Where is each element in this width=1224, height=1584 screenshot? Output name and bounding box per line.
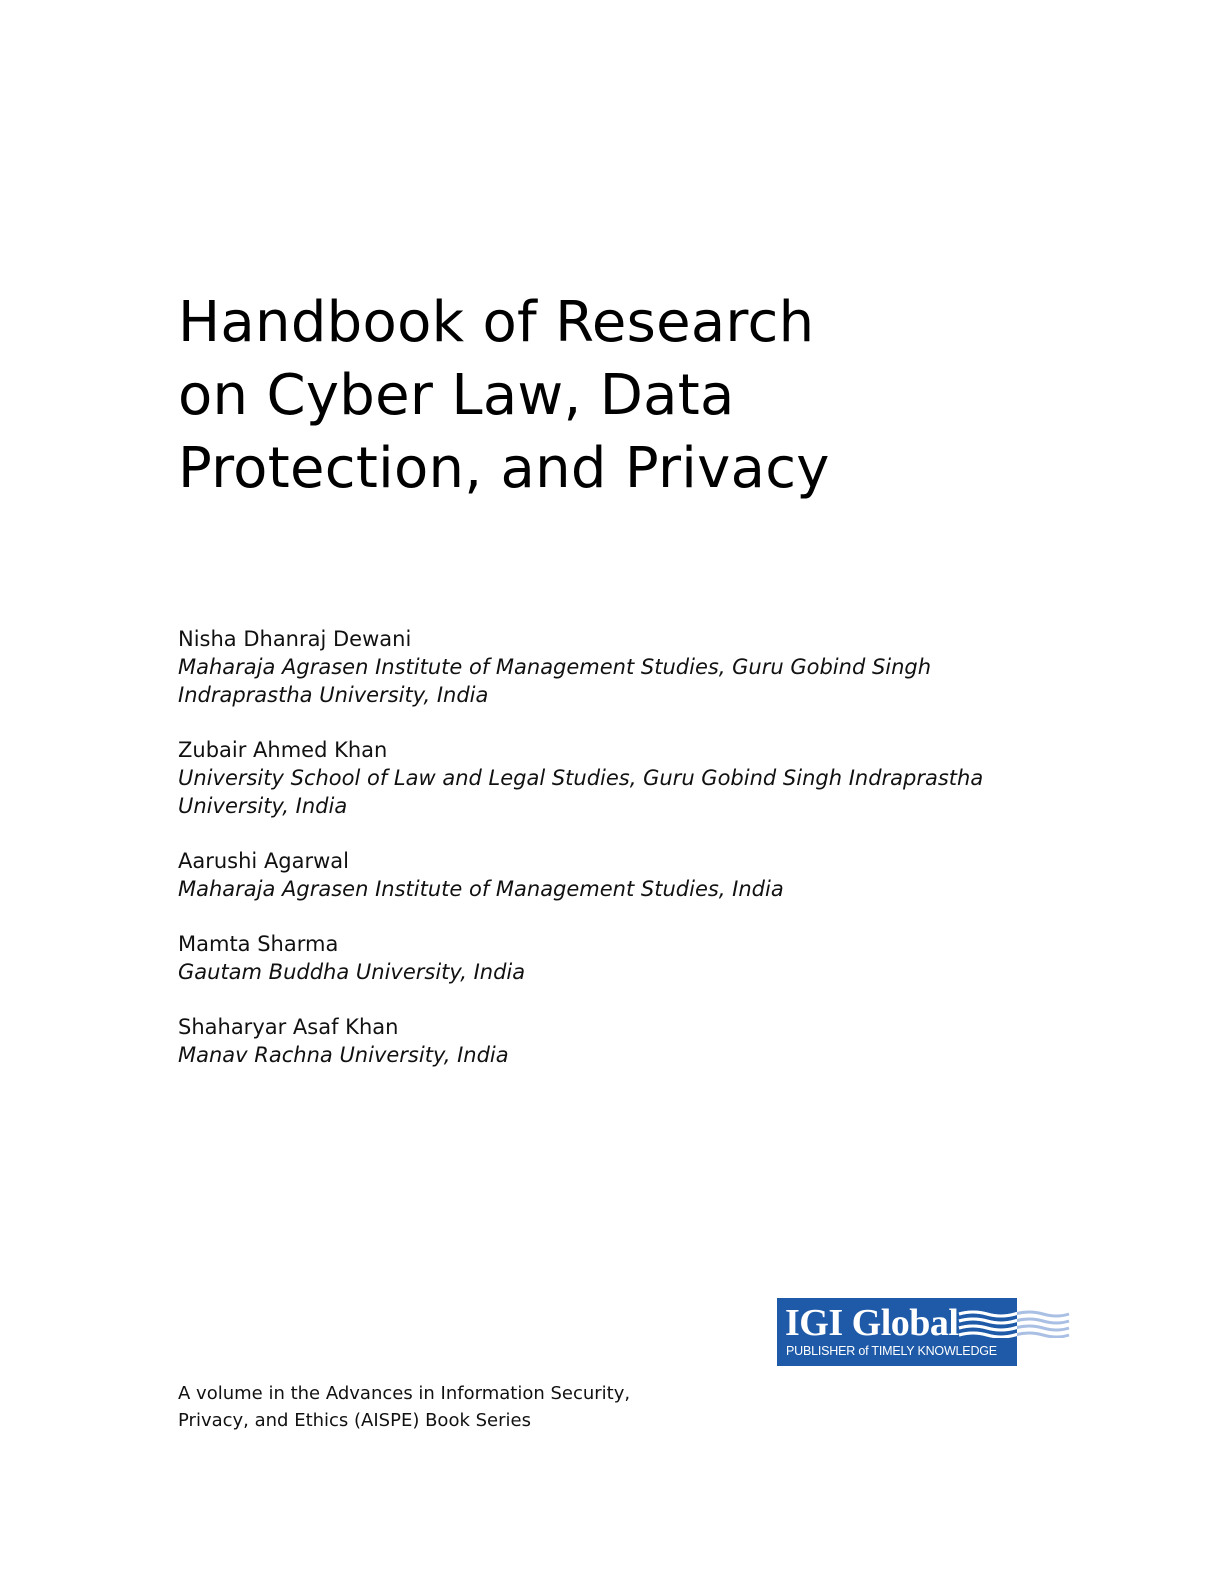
author-name: Shaharyar Asaf Khan: [178, 1015, 399, 1039]
author-entry: [178, 930, 1118, 986]
author-affiliation: [178, 764, 1118, 820]
author-entry: [178, 847, 1118, 903]
book-title-line: Protection, and Privacy: [178, 436, 830, 501]
author-name: Mamta Sharma: [178, 932, 339, 956]
author-entry: [178, 736, 1118, 820]
author-affiliation: [178, 1041, 1118, 1069]
waves-icon: [955, 1308, 1071, 1338]
author-affiliation: [178, 875, 1118, 903]
affiliation-line: University School of Law and Legal Studies, Guru Gobind Singh Indraprastha: [178, 766, 984, 790]
author-name: Nisha Dhanraj Dewani: [178, 627, 412, 651]
affiliation-line: Maharaja Agrasen Institute of Management Studies, Guru Gobind Singh: [178, 655, 932, 679]
affiliation-line: Maharaja Agrasen Institute of Management Studies, India: [178, 877, 784, 901]
igi-global-logo: [777, 1298, 1071, 1366]
author-entry: [178, 1013, 1118, 1069]
affiliation-line: Manav Rachna University, India: [178, 1043, 509, 1067]
book-title: [178, 286, 1078, 505]
series-line: A volume in the Advances in Information Security,: [178, 1383, 631, 1404]
logo-name: IGI Global: [785, 1302, 959, 1344]
affiliation-line: University, India: [178, 794, 348, 818]
affiliation-line: Indraprastha University, India: [178, 683, 489, 707]
book-series-note: [178, 1380, 878, 1434]
logo-tagline: PUBLISHER of TIMELY KNOWLEDGE: [786, 1344, 997, 1358]
series-line: Privacy, and Ethics (AISPE) Book Series: [178, 1410, 531, 1431]
affiliation-line: Gautam Buddha University, India: [178, 960, 526, 984]
author-name: Zubair Ahmed Khan: [178, 738, 388, 762]
author-list: [178, 625, 1118, 1096]
author-affiliation: [178, 958, 1118, 986]
book-title-line: Handbook of Research: [178, 290, 815, 355]
author-affiliation: [178, 653, 1118, 709]
author-name: Aarushi Agarwal: [178, 849, 350, 873]
book-title-line: on Cyber Law, Data: [178, 363, 735, 428]
author-entry: [178, 625, 1118, 709]
